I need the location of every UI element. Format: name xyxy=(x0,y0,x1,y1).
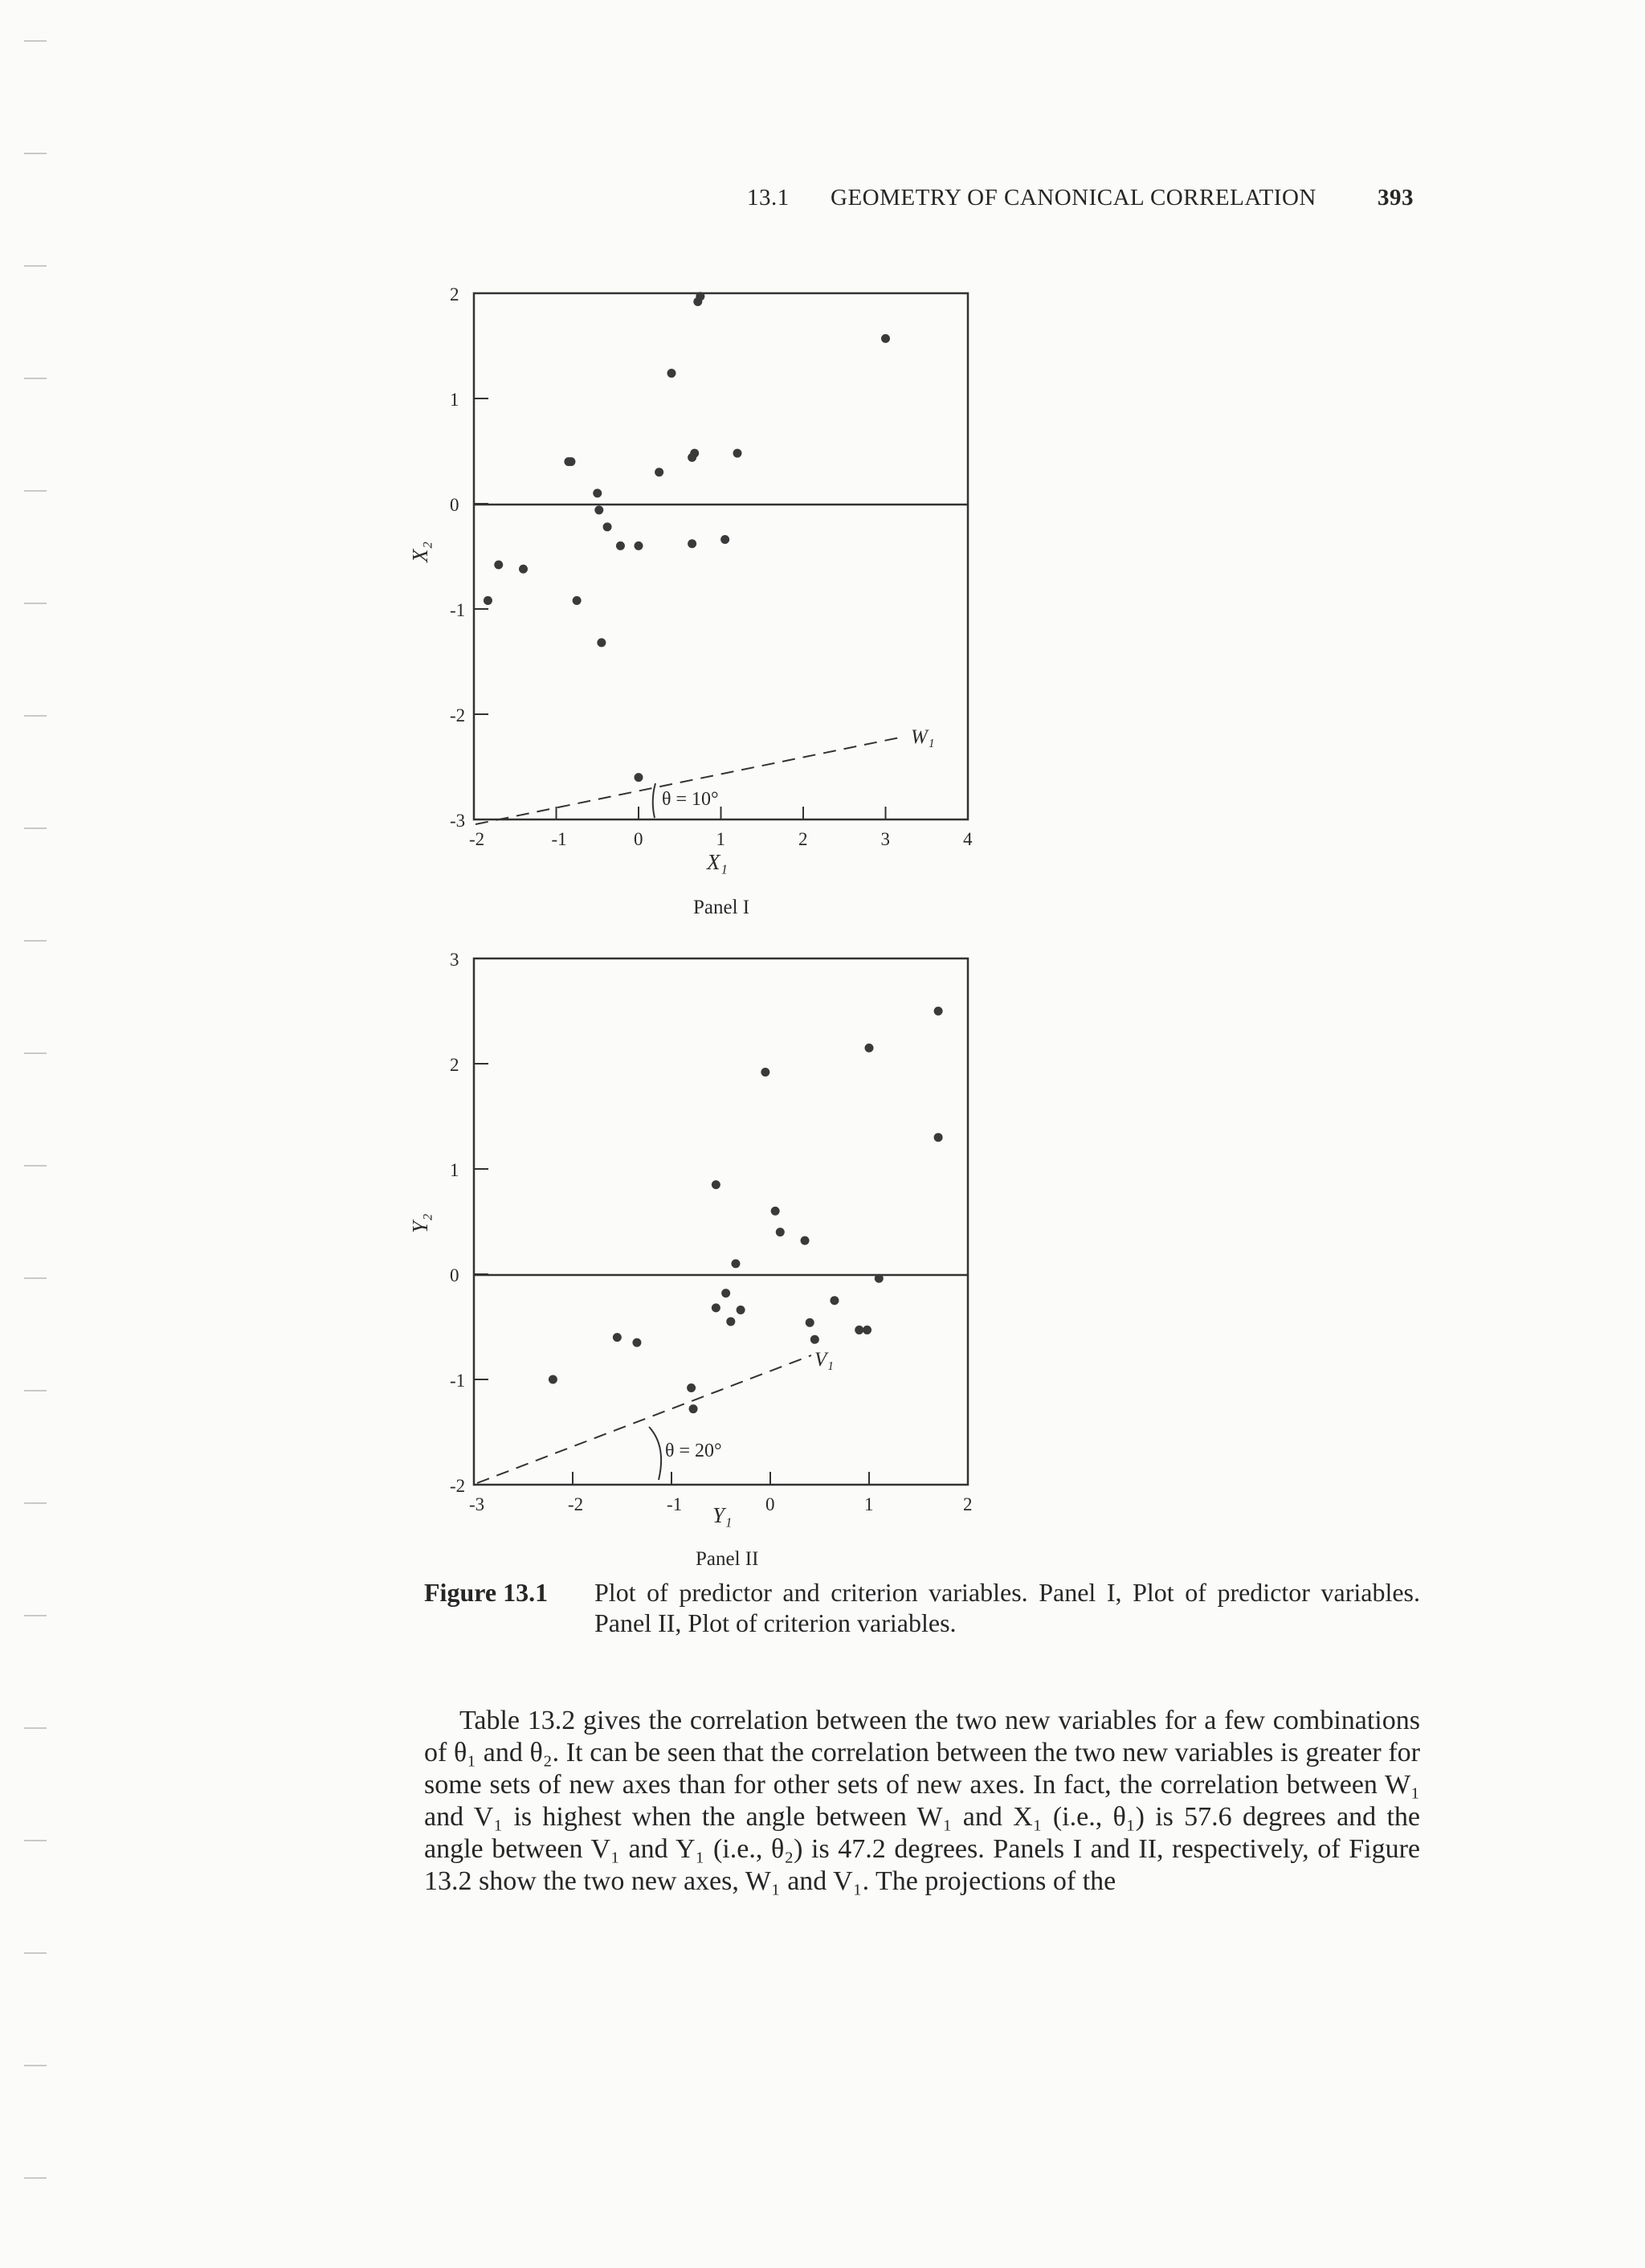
y-tick-label: 1 xyxy=(450,390,459,410)
angle-label: θ = 10° xyxy=(662,789,719,810)
data-point xyxy=(810,1335,819,1344)
v1-axis-label: V₁ xyxy=(814,1349,834,1371)
data-point xyxy=(863,1326,871,1334)
y-tick-label: 3 xyxy=(450,950,459,970)
data-point xyxy=(726,1317,735,1326)
data-point xyxy=(761,1068,769,1077)
y-axis-title: Y₂ xyxy=(408,1213,432,1233)
body-paragraph: Table 13.2 gives the correlation between the two new variables for a few combinations of θ₁ and θ₂. It can be seen that the correlation between the two new variables is greater for some sets of new axes than for other sets of new axes. In fact, the correlation between W₁ and V₁ is highest when the angle between W₁ and X₁ (i.e., θ₁) is 57.6 degrees and the angle between V₁ and Y₁ (i.e., θ₂) is 47.2 degrees. Panels I and II, respectively, of Figure 13.2 show the two new axes, W₁ and V₁. The projections of the xyxy=(424,1706,1420,1896)
x-tick-label: 1 xyxy=(864,1494,874,1514)
x-tick-label: -3 xyxy=(469,1494,485,1514)
x-tick-label: 2 xyxy=(963,1494,973,1514)
x-tick-label: 0 xyxy=(634,829,643,849)
y-tick-label: 0 xyxy=(450,495,459,515)
data-point xyxy=(737,1306,745,1314)
data-point xyxy=(801,1236,810,1245)
data-point xyxy=(830,1296,839,1305)
y-tick-label: -3 xyxy=(450,811,466,831)
data-point xyxy=(934,1007,943,1015)
y-tick-label: -1 xyxy=(450,1371,466,1391)
w1-axis-label: W₁ xyxy=(911,726,935,748)
y-tick-label: 2 xyxy=(450,1055,459,1075)
data-point xyxy=(687,1383,696,1392)
x-tick-label: 1 xyxy=(716,829,725,849)
x-tick-label: -1 xyxy=(551,829,567,849)
data-point xyxy=(712,1303,720,1312)
y-tick-label: -2 xyxy=(450,1476,466,1496)
x-tick-label: 0 xyxy=(765,1494,775,1514)
x-axis-title: Y₁ xyxy=(712,1503,733,1527)
panel-caption: Panel II xyxy=(696,1548,759,1570)
data-point xyxy=(806,1318,814,1327)
data-point xyxy=(875,1274,884,1283)
angle-arc xyxy=(649,1427,661,1480)
plot-frame xyxy=(474,958,968,1485)
angle-label: θ = 20° xyxy=(665,1440,722,1461)
data-point xyxy=(689,1404,698,1413)
y-tick-label: -2 xyxy=(450,705,466,725)
page-number: 393 xyxy=(1378,185,1414,210)
x-tick-label: -2 xyxy=(568,1494,584,1514)
x-tick-label: -2 xyxy=(469,829,485,849)
y-axis-title: X₂ xyxy=(408,541,432,562)
x-tick-label: 4 xyxy=(963,829,973,849)
data-point xyxy=(771,1207,780,1216)
data-point xyxy=(712,1180,720,1189)
y-tick-label: -1 xyxy=(450,600,466,620)
data-point xyxy=(721,1289,730,1297)
data-point xyxy=(865,1044,874,1052)
section-title: GEOMETRY OF CANONICAL CORRELATION xyxy=(831,185,1316,210)
data-point xyxy=(632,1338,641,1347)
y-tick-label: 0 xyxy=(450,1265,459,1285)
x-tick-label: -1 xyxy=(667,1494,683,1514)
x-tick-label: 2 xyxy=(798,829,808,849)
section-number: 13.1 xyxy=(747,185,790,210)
figure-label: Figure 13.1 xyxy=(424,1578,549,1607)
figure-caption-text: Plot of predictor and criterion variables. Panel I, Plot of predictor variables. Panel II, Plot of criterion variables. xyxy=(594,1578,1420,1637)
x-tick-label: 3 xyxy=(880,829,890,849)
data-point xyxy=(934,1133,943,1142)
y-tick-label: 2 xyxy=(450,284,459,304)
data-point xyxy=(855,1326,863,1334)
y-tick-label: 1 xyxy=(450,1160,459,1180)
data-point xyxy=(613,1333,622,1342)
panel-caption: Panel I xyxy=(693,897,750,918)
data-point xyxy=(776,1228,785,1236)
v1-axis-line xyxy=(477,1355,811,1483)
x-axis-title: X₁ xyxy=(707,850,728,874)
data-point xyxy=(731,1259,740,1268)
data-point xyxy=(549,1375,557,1384)
